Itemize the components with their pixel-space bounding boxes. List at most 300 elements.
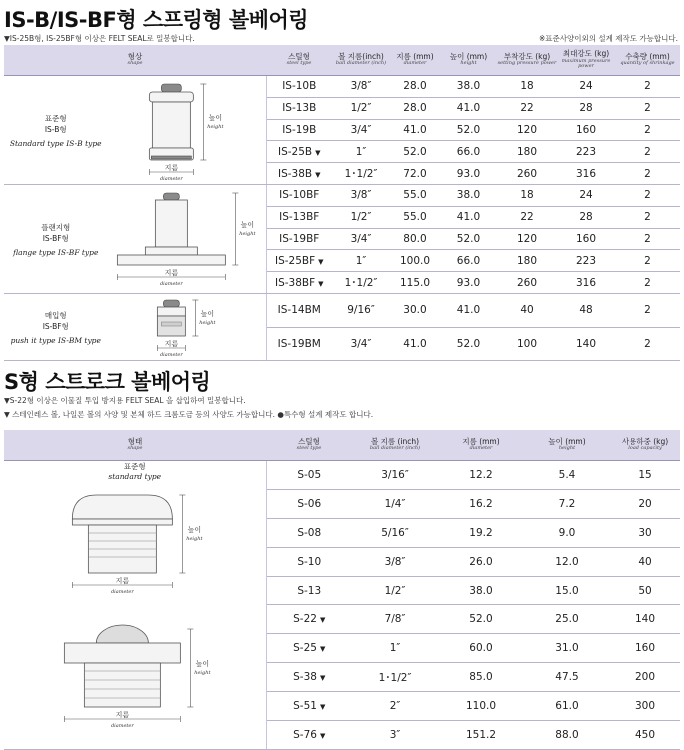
maximum-pressure-value: 28 <box>579 211 593 224</box>
height <box>440 163 497 185</box>
setting-pressure-value: 260 <box>516 167 538 180</box>
column-header-en: setting pressure power <box>497 60 557 67</box>
steel-type: S-25 <box>293 642 317 655</box>
column-header-ko: 높이 (mm) <box>548 436 586 446</box>
shape-label-en: standard type <box>108 472 162 481</box>
shrinkage-value: 2 <box>644 80 651 93</box>
diameter-value: 115.0 <box>399 276 431 289</box>
ball-diameter-value: 1･1/2″ <box>378 671 412 684</box>
steel-type-cell <box>266 489 352 518</box>
height-value: 52.0 <box>456 337 481 350</box>
maximum-pressure <box>557 163 615 185</box>
load-capacity-value: 200 <box>634 671 656 684</box>
ball-diameter-value: 3/8″ <box>350 80 372 93</box>
steel-type-cell <box>266 663 352 692</box>
table-row <box>4 76 680 98</box>
ball-diameter <box>352 663 438 692</box>
column-header-en: steel type <box>286 60 312 67</box>
maximum-pressure <box>557 97 615 119</box>
diameter-value: 151.2 <box>465 729 497 741</box>
column-header-en: quantity of shrinkage <box>620 60 675 67</box>
diameter-value: 28.0 <box>403 102 427 115</box>
shrinkage <box>615 163 680 185</box>
setting-pressure <box>497 228 557 250</box>
load-capacity-value: 450 <box>634 729 656 741</box>
steel-type: S-08 <box>297 526 322 539</box>
ball-diameter-value: 7/8″ <box>384 613 406 626</box>
column-header <box>610 430 680 461</box>
diameter <box>390 185 440 207</box>
diameter-value: 85.0 <box>469 671 493 684</box>
ball-diameter <box>352 461 438 490</box>
ball-diameter <box>332 76 390 98</box>
diameter <box>438 605 524 634</box>
setting-pressure <box>497 327 557 361</box>
column-header-en: height <box>558 445 576 452</box>
maximum-pressure-value: 48 <box>579 304 593 317</box>
load-capacity-value: 140 <box>634 613 656 626</box>
maximum-pressure-value: 28 <box>579 102 593 115</box>
setting-pressure-value: 22 <box>520 102 534 115</box>
felt-seal-mark: ▼ <box>319 674 326 683</box>
diameter <box>438 489 524 518</box>
section1-note-right: ※표준사양이외의 설계 제작도 가능합니다. <box>539 34 678 43</box>
height-value: 93.0 <box>456 167 481 180</box>
ball-diameter-value: 1/2″ <box>350 102 372 115</box>
height-value: 9.0 <box>558 526 576 539</box>
steel-type: IS-25BF <box>274 254 316 267</box>
shrinkage-value: 2 <box>644 167 651 180</box>
diameter-label-en: diameter <box>110 589 134 595</box>
bearing-drawing <box>105 294 263 358</box>
height <box>524 461 610 490</box>
shrinkage <box>615 185 680 207</box>
column-header-en: steel type <box>296 445 322 452</box>
felt-seal-mark: ▼ <box>319 703 326 712</box>
steel-type-cell <box>266 327 332 361</box>
height <box>524 576 610 605</box>
column-header <box>4 430 266 461</box>
steel-type-cell <box>266 97 332 119</box>
height-label-en: height <box>239 231 256 237</box>
setting-pressure-value: 180 <box>516 254 538 267</box>
steel-type-cell <box>266 119 332 141</box>
shape-label <box>7 310 105 345</box>
height-label: 높이 <box>240 221 254 229</box>
load-capacity-value: 20 <box>638 497 652 510</box>
maximum-pressure <box>557 206 615 228</box>
shrinkage <box>615 250 680 272</box>
load-capacity-value: 40 <box>638 555 652 568</box>
steel-type-cell <box>266 228 332 250</box>
height-label-en: height <box>207 124 224 130</box>
height-value: 25.0 <box>555 613 579 626</box>
diameter-value: 16.2 <box>469 497 493 510</box>
setting-pressure-value: 22 <box>520 211 534 224</box>
load-capacity <box>610 489 680 518</box>
ball-diameter <box>352 489 438 518</box>
steel-type: S-51 <box>293 700 317 713</box>
ball-diameter-value: 3/16″ <box>381 468 409 481</box>
setting-pressure-value: 18 <box>520 80 534 93</box>
column-header-en: diameter <box>403 60 427 67</box>
diameter-value: 72.0 <box>403 167 427 180</box>
setting-pressure <box>497 141 557 163</box>
height-label-en: height <box>199 320 216 326</box>
shrinkage-value: 2 <box>644 304 651 317</box>
ball-diameter-value: 1/4″ <box>384 497 406 510</box>
bearing-drawing <box>105 185 263 291</box>
shape-label-ko-2: IS-B형 <box>44 124 67 134</box>
height <box>524 547 610 576</box>
ball-diameter <box>352 576 438 605</box>
height-value: 12.0 <box>555 555 579 568</box>
shape-label-ko-1: 표준형 <box>44 113 67 123</box>
steel-type: S-76 <box>293 729 317 741</box>
shape-label-en: flange type IS-BF type <box>13 247 99 257</box>
diameter <box>390 327 440 361</box>
load-capacity <box>610 605 680 634</box>
diameter <box>390 97 440 119</box>
column-header-ko: 볼 지름 (inch) <box>370 436 420 446</box>
diameter-value: 80.0 <box>403 232 427 245</box>
shape-cell <box>4 76 266 185</box>
diameter-value: 52.0 <box>469 613 493 626</box>
steel-type: S-38 <box>293 671 317 684</box>
shrinkage-value: 2 <box>644 102 651 115</box>
column-header <box>440 45 497 76</box>
column-header-ko: 사용하중 (kg) <box>621 436 669 446</box>
setting-pressure-value: 120 <box>516 232 538 245</box>
steel-type: IS-13BF <box>279 211 320 224</box>
steel-type-cell <box>266 461 352 490</box>
shrinkage-value: 2 <box>644 189 651 202</box>
bearing-drawing <box>56 481 214 613</box>
column-header-ko: 스틸형 <box>288 51 310 61</box>
steel-type-cell <box>266 634 352 663</box>
diameter-value: 41.0 <box>403 123 427 136</box>
ball-diameter-value: 1/2″ <box>350 211 372 224</box>
shape-label-ko-1: 플랜지형 <box>41 222 71 232</box>
height-value: 38.0 <box>456 80 481 93</box>
ball-diameter-value: 1･1/2″ <box>344 277 378 290</box>
diameter <box>390 119 440 141</box>
maximum-pressure <box>557 294 615 328</box>
steel-type: IS-19BM <box>277 337 321 350</box>
height <box>440 294 497 328</box>
diameter <box>390 206 440 228</box>
maximum-pressure <box>557 228 615 250</box>
setting-pressure-value: 100 <box>516 337 538 350</box>
steel-type-cell <box>266 185 332 207</box>
setting-pressure-value: 180 <box>516 145 538 158</box>
load-capacity-value: 50 <box>638 584 652 597</box>
steel-type: IS-25B <box>277 145 313 158</box>
section2-note-1: ▼S-22형 이상은 이물질 투입 방지용 FELT SEAL 을 삽입하여 밀봉합니다. <box>4 396 246 405</box>
maximum-pressure-value: 316 <box>575 276 597 289</box>
height <box>440 206 497 228</box>
load-capacity <box>610 692 680 721</box>
ball-diameter-value: 1･1/2″ <box>344 168 378 181</box>
diameter <box>438 663 524 692</box>
felt-seal-mark: ▼ <box>318 257 324 266</box>
diameter-value: 55.0 <box>403 189 427 202</box>
section1-note-left: ▼IS-25B형, IS-25BF형 이상은 FELT SEAL로 밀봉합니다. <box>4 34 195 43</box>
shape-label-ko-2: IS-BF형 <box>42 233 69 243</box>
setting-pressure-value: 18 <box>520 189 534 202</box>
shrinkage-value: 2 <box>644 254 651 267</box>
height-value: 66.0 <box>456 145 481 158</box>
ball-diameter <box>332 294 390 328</box>
maximum-pressure <box>557 76 615 98</box>
ball-diameter <box>332 228 390 250</box>
shrinkage <box>615 141 680 163</box>
ball-diameter <box>332 185 390 207</box>
table-row <box>4 294 680 328</box>
diameter-label: 지름 <box>164 164 178 172</box>
bearing-drawing <box>56 615 214 747</box>
diameter <box>438 461 524 490</box>
steel-type-cell <box>266 294 332 328</box>
load-capacity-value: 300 <box>634 700 656 713</box>
height-value: 88.0 <box>555 729 579 741</box>
diameter-value: 52.0 <box>403 145 427 158</box>
height <box>524 518 610 547</box>
column-header <box>266 430 352 461</box>
setting-pressure <box>497 97 557 119</box>
diameter <box>438 692 524 721</box>
height <box>524 692 610 721</box>
shrinkage <box>615 206 680 228</box>
shape-diagram <box>105 76 263 184</box>
diameter-value: 110.0 <box>465 700 497 713</box>
load-capacity <box>610 518 680 547</box>
column-header-en: ball diameter (inch) <box>335 60 387 67</box>
column-header <box>615 45 680 76</box>
ball-diameter-value: 3/4″ <box>350 232 372 245</box>
felt-seal-mark: ▼ <box>318 279 324 288</box>
shrinkage <box>615 294 680 328</box>
height <box>440 185 497 207</box>
shrinkage <box>615 228 680 250</box>
column-header <box>438 430 524 461</box>
height <box>440 228 497 250</box>
maximum-pressure-value: 160 <box>575 123 597 136</box>
diameter-label: 지름 <box>115 711 129 719</box>
shrinkage-value: 2 <box>644 337 651 350</box>
steel-type-cell <box>266 163 332 185</box>
table-row <box>4 185 680 207</box>
steel-type-cell <box>266 605 352 634</box>
ball-diameter <box>332 206 390 228</box>
diameter <box>390 294 440 328</box>
height-value: 38.0 <box>456 189 481 202</box>
diameter <box>390 76 440 98</box>
maximum-pressure-value: 223 <box>575 254 597 267</box>
height-value: 15.0 <box>555 584 579 597</box>
load-capacity <box>610 721 680 750</box>
height-value: 41.0 <box>456 102 481 115</box>
shape-label-ko: 표준형 <box>123 462 146 471</box>
load-capacity-value: 30 <box>638 526 652 539</box>
felt-seal-mark: ▼ <box>315 170 321 179</box>
load-capacity-value: 15 <box>638 468 652 481</box>
ball-diameter <box>352 518 438 547</box>
table-row <box>4 461 680 490</box>
column-header-en: load capacity <box>628 445 662 452</box>
column-header-ko: 수축량 (mm) <box>625 51 670 61</box>
diameter-value: 60.0 <box>469 642 493 655</box>
diameter-label-en: diameter <box>159 281 183 287</box>
ball-diameter-value: 3/4″ <box>350 123 372 136</box>
ball-diameter <box>332 141 390 163</box>
load-capacity-value: 160 <box>634 642 656 655</box>
section1-title: IS-B/IS-BF형 스프링형 볼베어링 <box>4 8 309 32</box>
maximum-pressure <box>557 119 615 141</box>
height <box>440 250 497 272</box>
shape-cell <box>4 185 266 294</box>
ball-diameter <box>332 119 390 141</box>
setting-pressure-value: 260 <box>516 276 538 289</box>
load-capacity <box>610 547 680 576</box>
column-header-en: diameter <box>469 445 493 452</box>
column-header-ko: 형상 <box>127 51 143 61</box>
diameter <box>390 141 440 163</box>
s-spec-table <box>4 430 680 750</box>
ball-diameter-value: 3″ <box>389 729 401 741</box>
diameter-label-en: diameter <box>159 352 183 358</box>
ball-diameter-value: 1/2″ <box>384 584 406 597</box>
shape-label-en: Standard type IS-B type <box>9 138 102 148</box>
diameter-value: 100.0 <box>399 254 431 267</box>
diameter <box>390 228 440 250</box>
ball-diameter <box>332 272 390 294</box>
ball-diameter-value: 1″ <box>355 145 367 158</box>
steel-type-cell <box>266 721 352 750</box>
ball-diameter-value: 1″ <box>355 254 367 267</box>
diameter <box>438 634 524 663</box>
height-value: 41.0 <box>456 304 481 317</box>
shrinkage-value: 2 <box>644 211 651 224</box>
height <box>440 272 497 294</box>
diameter <box>438 547 524 576</box>
height-value: 47.5 <box>555 671 579 684</box>
steel-type-cell <box>266 576 352 605</box>
diameter <box>438 518 524 547</box>
height-label: 높이 <box>195 660 209 668</box>
maximum-pressure-value: 24 <box>579 80 593 93</box>
height <box>524 663 610 692</box>
column-header-ko: 지름 (mm) <box>462 436 500 446</box>
diameter-value: 19.2 <box>469 526 493 539</box>
shape-label-ko-2: IS-BF형 <box>42 321 69 331</box>
diameter <box>390 272 440 294</box>
maximum-pressure <box>557 185 615 207</box>
column-header-ko: 볼 지름(inch) <box>338 51 384 61</box>
diameter-value: 41.0 <box>403 337 427 350</box>
column-header <box>352 430 438 461</box>
diameter-label: 지름 <box>115 577 129 585</box>
ball-diameter <box>352 634 438 663</box>
felt-seal-mark: ▼ <box>319 616 326 625</box>
ball-diameter <box>332 250 390 272</box>
steel-type: S-10 <box>297 555 322 568</box>
height <box>440 97 497 119</box>
column-header <box>332 45 390 76</box>
steel-type-cell <box>266 76 332 98</box>
ball-diameter <box>352 605 438 634</box>
maximum-pressure-value: 160 <box>575 232 597 245</box>
column-header-en: maximum pressure power <box>561 57 611 70</box>
height-value: 93.0 <box>456 276 481 289</box>
height <box>440 141 497 163</box>
setting-pressure <box>497 185 557 207</box>
setting-pressure <box>497 294 557 328</box>
column-header <box>266 45 332 76</box>
shrinkage-value: 2 <box>644 123 651 136</box>
shape-label <box>7 113 105 148</box>
steel-type: S-05 <box>297 468 322 481</box>
shape-label <box>86 461 184 481</box>
height-label-en: height <box>194 670 211 676</box>
height <box>524 634 610 663</box>
setting-pressure <box>497 206 557 228</box>
diameter <box>438 576 524 605</box>
ball-diameter <box>352 547 438 576</box>
steel-type-cell <box>266 141 332 163</box>
ball-diameter-value: 3/8″ <box>350 189 372 202</box>
ball-diameter <box>352 692 438 721</box>
ball-diameter <box>352 721 438 750</box>
height-value: 41.0 <box>456 211 481 224</box>
shape-label-en: push it type IS-BM type <box>10 335 101 345</box>
section2-note-2: ▼ 스테인레스 볼, 나일론 볼의 사양 및 본체 하드 크롬도금 등의 사양도 가능합니다. ●특수형 설계 제작도 합니다. <box>4 410 374 419</box>
column-header-ko: 형태 <box>127 436 143 446</box>
height <box>524 721 610 750</box>
shape-diagram <box>4 481 266 749</box>
steel-type: IS-10BF <box>279 189 320 202</box>
is-spec-table <box>4 45 680 361</box>
maximum-pressure <box>557 327 615 361</box>
diameter-value: 55.0 <box>403 211 427 224</box>
ball-diameter-value: 9/16″ <box>347 304 375 317</box>
maximum-pressure-value: 316 <box>575 167 597 180</box>
ball-diameter-value: 1″ <box>389 642 401 655</box>
height-label: 높이 <box>208 114 222 122</box>
diameter-value: 38.0 <box>469 584 493 597</box>
column-header-ko: 높이 (mm) <box>449 51 488 61</box>
setting-pressure <box>497 272 557 294</box>
setting-pressure <box>497 163 557 185</box>
height <box>524 605 610 634</box>
steel-type: IS-10B <box>282 80 317 93</box>
diameter-value: 28.0 <box>403 80 427 93</box>
steel-type: S-13 <box>297 584 322 597</box>
bearing-drawing <box>105 76 263 182</box>
column-header-ko: 최대강도 (kg) <box>562 48 610 58</box>
s-table-header <box>4 430 680 461</box>
felt-seal-mark: ▼ <box>315 148 321 157</box>
steel-type-cell <box>266 518 352 547</box>
shrinkage-value: 2 <box>644 145 651 158</box>
shrinkage <box>615 327 680 361</box>
height-value: 52.0 <box>456 232 481 245</box>
maximum-pressure <box>557 250 615 272</box>
felt-seal-mark: ▼ <box>319 645 326 654</box>
column-header-en: shape <box>127 60 143 67</box>
diameter-value: 30.0 <box>403 304 427 317</box>
ball-diameter-value: 3/4″ <box>350 337 372 350</box>
